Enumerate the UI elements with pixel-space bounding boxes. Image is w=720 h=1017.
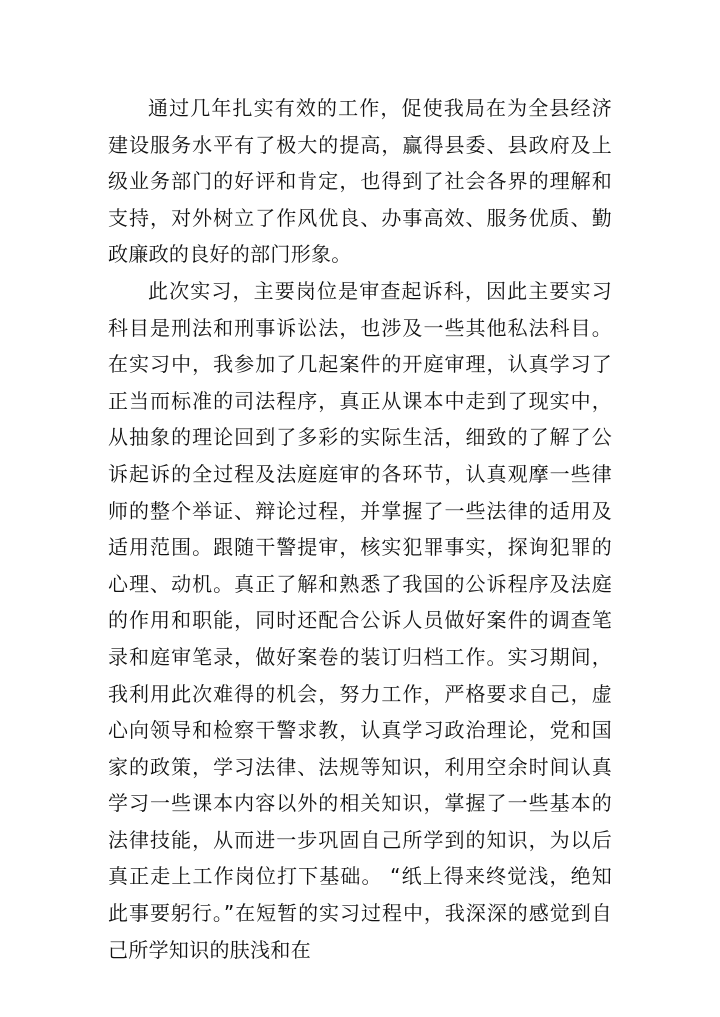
paragraph-1: 通过几年扎实有效的工作，促使我局在为全县经济建设服务水平有了极大的提高，赢得县委、县政府及上级业务部门的好评和肯定，也得到了社会各界的理解和支持，对外树立了作风优良、办事高效、服务优质、勤政廉政的良好的部门形象。	[108, 96, 612, 267]
paragraph-2: 此次实习，主要岗位是审查起诉科，因此主要实习科目是刑法和刑事诉讼法，也涉及一些其他私法科目。在实习中，我参加了几起案件的开庭审理，认真学习了正当而标准的司法程序，真正从课本中走到了现实中，从抽象的理论回到了多彩的实际生活，细致的了解了公诉起诉的全过程及法庭庭审的各环节，认真观摩一些律师的整个举证、辩论过程，并掌握了一些法律的适用及适用范围。跟随干警提审，核实犯罪事实，探询犯罪的心理、动机。真正了解和熟悉了我国的公诉程序及法庭的作用和职能，同时还配合公诉人员做好案件的调查笔录和庭审笔录，做好案卷的装订归档工作。实习期间，我利用此次难得的机会，努力工作，严格要求自己，虚心向领导和检察干警求教，认真学习政治理论，党和国家的政策，学习法律、法规等知识，利用空余时间认真学习一些课本内容以外的相关知识，掌握了一些基本的法律技能，从而进一步巩固自己所学到的知识，为以后真正走上工作岗位打下基础。 “纸上得来终觉浅，绝知此事要躬行。”在短暂的实习过程中，我深深的感觉到自己所学知识的肤浅和在	[108, 278, 612, 962]
document-body	[108, 90, 612, 968]
